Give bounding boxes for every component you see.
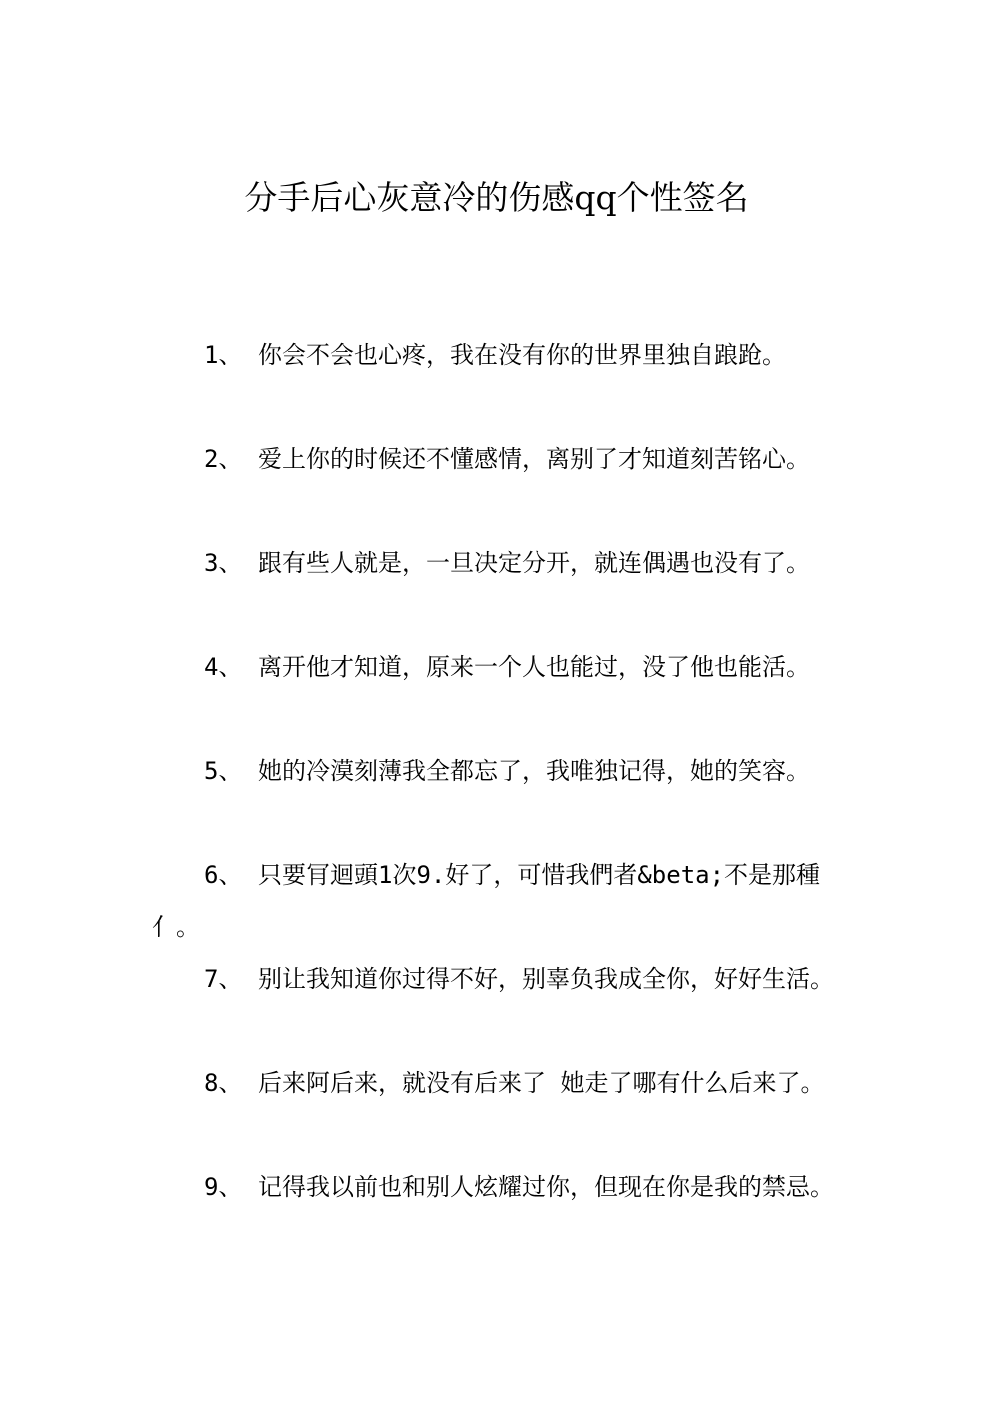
item-text: 记得我以前也和别人炫耀过你，但现在你是我的禁忌。 — [258, 1173, 834, 1201]
item-number: 3、 — [204, 549, 243, 577]
list-item — [152, 1057, 842, 1109]
item-text: 爱上你的时候还不懂感情，离别了才知道刻苦铭心。 — [258, 445, 810, 473]
item-number: 6、 — [204, 861, 243, 889]
list-item — [152, 1161, 842, 1213]
list-item — [152, 745, 842, 797]
item-number: 9、 — [204, 1173, 243, 1201]
item-text: 只要肎迴頭1次9.好了，可惜我們者&beta;不是那種亻。 — [152, 861, 821, 941]
item-number: 8、 — [204, 1069, 243, 1097]
item-text: 别让我知道你过得不好，别辜负我成全你，好好生活。 — [258, 965, 834, 993]
item-number: 1、 — [204, 341, 243, 369]
list-item — [152, 953, 842, 1005]
list-item — [152, 849, 842, 953]
list-item — [152, 537, 842, 589]
item-text: 她的冷漠刻薄我全都忘了，我唯独记得，她的笑容。 — [258, 757, 810, 785]
list-item — [152, 433, 842, 485]
item-number: 5、 — [204, 757, 243, 785]
item-text: 后来阿后来，就没有后来了 她走了哪有什么后来了。 — [258, 1069, 825, 1097]
item-number: 4、 — [204, 653, 243, 681]
page-title: 分手后心灰意冷的伤感qq个性签名 — [244, 178, 749, 217]
item-text: 跟有些人就是，一旦决定分开，就连偶遇也没有了。 — [258, 549, 810, 577]
item-number: 2、 — [204, 445, 243, 473]
list-item — [152, 329, 842, 381]
list-item — [152, 641, 842, 693]
item-number: 7、 — [204, 965, 243, 993]
item-text: 你会不会也心疼，我在没有你的世界里独自踉跄。 — [258, 341, 786, 369]
item-text: 离开他才知道，原来一个人也能过，没了他也能活。 — [258, 653, 810, 681]
